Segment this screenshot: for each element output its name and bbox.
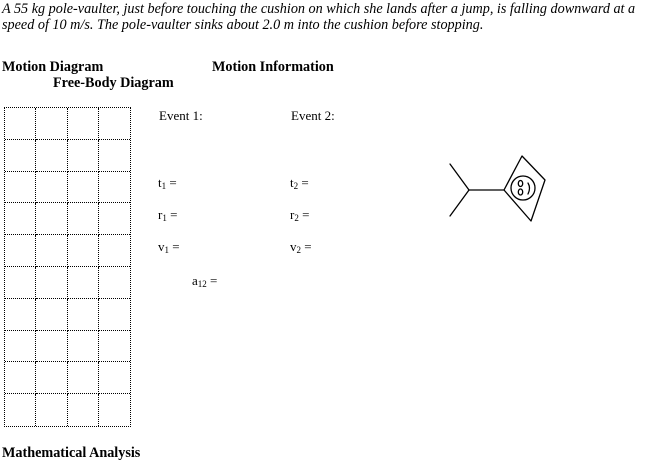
r1-var: r (158, 207, 163, 222)
t2-eq: = (298, 175, 309, 190)
grid-cell[interactable] (5, 299, 36, 331)
t2-sub: 2 (293, 181, 299, 191)
grid-cell[interactable] (99, 394, 130, 426)
t1-var: t (158, 175, 162, 190)
t2-field[interactable] (290, 175, 309, 194)
grid-cell[interactable] (99, 235, 130, 267)
motion-information-heading: Motion Information (212, 59, 334, 75)
t2-var: t (290, 175, 294, 190)
grid-cell[interactable] (68, 331, 99, 363)
grid-cell[interactable] (68, 267, 99, 299)
grid-cell[interactable] (36, 299, 67, 331)
v1-var: v (158, 239, 165, 254)
grid-cell[interactable] (36, 394, 67, 426)
event-2-label: Event 2: (291, 108, 335, 123)
grid-cell[interactable] (36, 172, 67, 204)
grid-cell[interactable] (99, 331, 130, 363)
r2-var: r (290, 207, 295, 222)
v1-eq: = (169, 239, 180, 254)
a12-field[interactable] (192, 273, 217, 292)
grid-cell[interactable] (99, 108, 130, 140)
grid-cell[interactable] (68, 203, 99, 235)
grid-cell[interactable] (5, 331, 36, 363)
free-body-diagram-heading: Free-Body Diagram (53, 75, 174, 91)
grid-cell[interactable] (36, 267, 67, 299)
v2-field[interactable] (290, 239, 312, 258)
grid-cell[interactable] (5, 172, 36, 204)
grid-cell[interactable] (99, 267, 130, 299)
t1-sub: 1 (161, 181, 167, 191)
grid-cell[interactable] (68, 362, 99, 394)
r2-eq: = (298, 207, 310, 222)
grid-cell[interactable] (5, 108, 36, 140)
grid-cell[interactable] (5, 140, 36, 172)
grid-cell[interactable] (36, 235, 67, 267)
grid-cell[interactable] (99, 299, 130, 331)
a12-sub: 12 (197, 279, 207, 289)
grid-cell[interactable] (68, 172, 99, 204)
pole-vaulter-figure-icon (442, 148, 554, 233)
grid-cell[interactable] (5, 203, 36, 235)
v2-eq: = (301, 239, 312, 254)
mathematical-analysis-heading: Mathematical Analysis (2, 445, 141, 461)
v2-var: v (290, 239, 297, 254)
v2-sub: 2 (296, 245, 301, 255)
r1-sub: 1 (162, 213, 167, 223)
grid-cell[interactable] (99, 140, 130, 172)
grid-cell[interactable] (5, 362, 36, 394)
r2-sub: 2 (294, 213, 299, 223)
a12-var: a (192, 273, 198, 288)
grid-cell[interactable] (99, 172, 130, 204)
a12-eq: = (206, 273, 218, 288)
grid-cell[interactable] (68, 140, 99, 172)
v1-sub: 1 (164, 245, 169, 255)
event-1-label: Event 1: (159, 108, 203, 123)
grid-cell[interactable] (5, 394, 36, 426)
r1-field[interactable] (158, 207, 177, 226)
grid-cell[interactable] (68, 299, 99, 331)
r2-field[interactable] (290, 207, 309, 226)
grid-cell[interactable] (5, 267, 36, 299)
grid-cell[interactable] (36, 331, 67, 363)
v1-field[interactable] (158, 239, 180, 258)
r1-eq: = (166, 207, 178, 222)
grid-cell[interactable] (68, 108, 99, 140)
grid-cell[interactable] (36, 108, 67, 140)
grid-cell[interactable] (5, 235, 36, 267)
grid-cell[interactable] (68, 394, 99, 426)
problem-statement: A 55 kg pole-vaulter, just before touching the cushion on which she lands after a jump, is falling downward at a speed of 10 m/s. The pole-vaulter sinks about 2.0 m into the cushion before stopping. (2, 1, 636, 33)
grid-cell[interactable] (68, 235, 99, 267)
grid-cell[interactable] (99, 203, 130, 235)
motion-diagram-grid[interactable] (4, 107, 131, 427)
grid-cell[interactable] (36, 362, 67, 394)
t1-eq: = (166, 175, 177, 190)
grid-cell[interactable] (36, 140, 67, 172)
t1-field[interactable] (158, 175, 177, 194)
grid-cell[interactable] (99, 362, 130, 394)
grid-cell[interactable] (36, 203, 67, 235)
motion-diagram-heading: Motion Diagram (2, 59, 104, 75)
